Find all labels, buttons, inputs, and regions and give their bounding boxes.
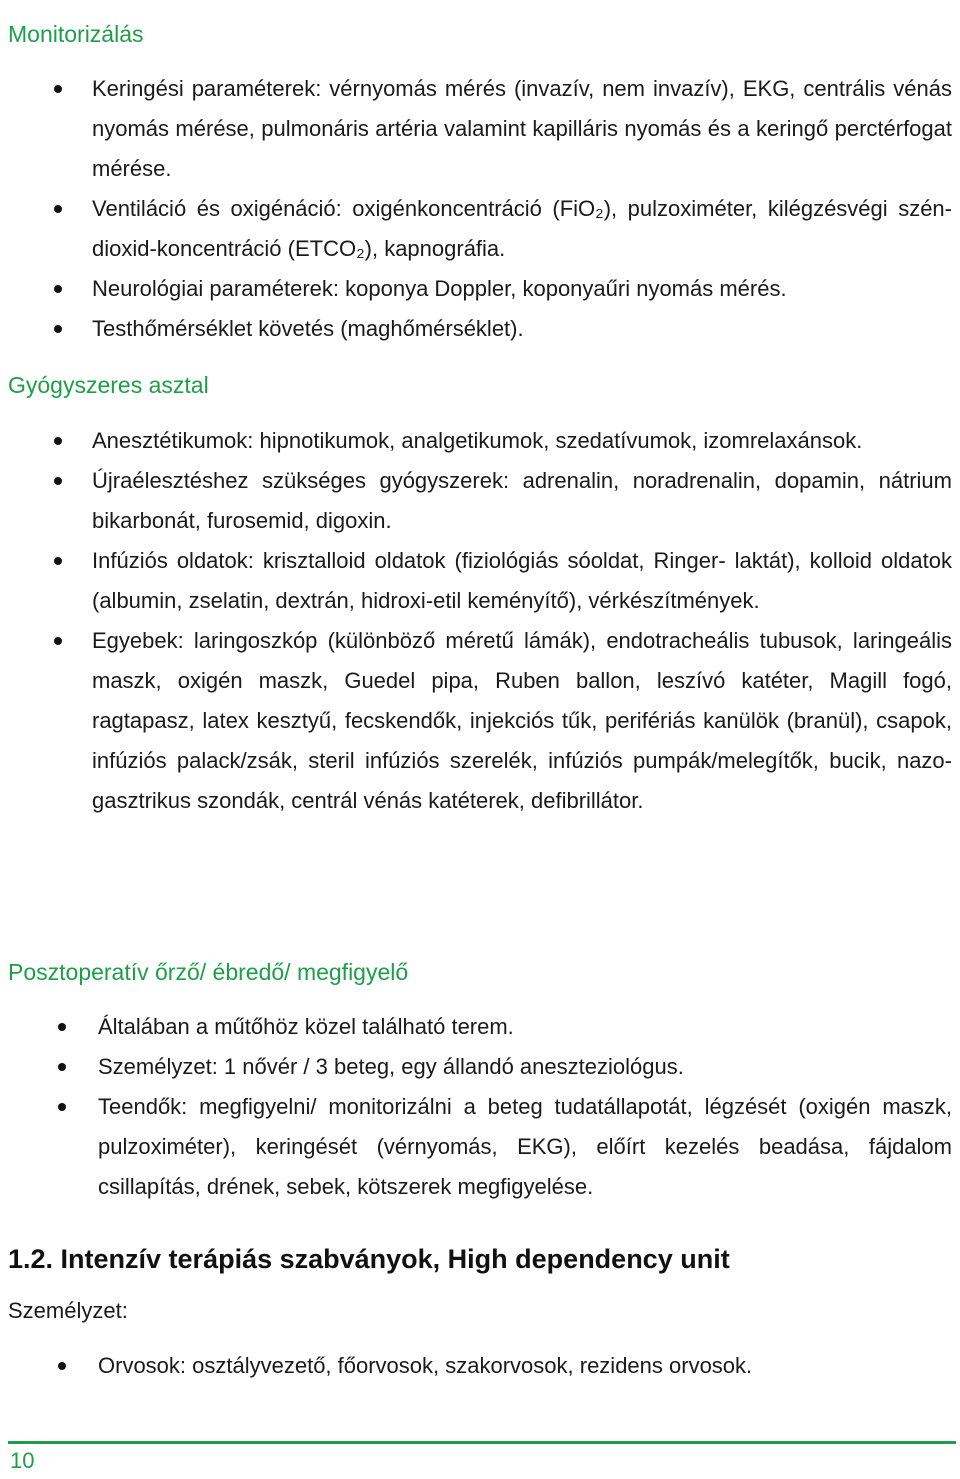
bullet-icon [58, 1362, 66, 1370]
bullet-icon [54, 637, 62, 645]
bullet-icon [58, 1023, 66, 1031]
section-heading-posztoperativ: Posztoperatív őrző/ ébredő/ megfigyelő [8, 959, 409, 985]
bullet-icon [54, 285, 62, 293]
list-item: Anesztétikumok: hipnotikumok, analgetikumok, szedatívumok, izomrelaxánsok. [92, 421, 952, 461]
list-item: Ventiláció és oxigénáció: oxigénkoncentráció (FiO₂), pulzoximéter, kilégzésvégi szén-dioxid-koncentráció (ETCO₂), kapnográfia. [92, 189, 952, 269]
page-number: 10 [10, 1448, 35, 1473]
list-item: Teendők: megfigyelni/ monitorizálni a beteg tudatállapotát, légzését (oxigén maszk, pulzoximéter), keringését (vérnyomás, EKG), előírt kezelés beadása, fájdalom csillapítás, drének, sebek, kötszerek megfigyelése. [98, 1087, 952, 1207]
icu-staff-list [98, 1346, 952, 1386]
list-item: Testhőmérséklet követés (maghőmérséklet). [92, 309, 952, 349]
monitor-list [92, 69, 952, 349]
staff-label: Személyzet: [8, 1298, 128, 1323]
list-item: Egyebek: laringoszkóp (különböző méretű lámák), endotracheális tubusok, laringeális maszk, oxigén maszk, Guedel pipa, Ruben ballon, leszívó katéter, Magill fogó, ragtapasz, latex kesztyű, fecskendők, injekciós tűk, perifériás kanülök (branül), csapok, infúziós palack/zsák, steril infúziós szerelék, infúziós pumpák/melegítők, bucik, nazo-gasztrikus szondák, centrál vénás katéterek, defibrillátor. [92, 621, 952, 821]
bullet-icon [54, 437, 62, 445]
bullet-icon [54, 205, 62, 213]
section-title-intenziv-terapias: 1.2. Intenzív terápiás szabványok, High dependency unit [8, 1244, 730, 1274]
bullet-icon [58, 1103, 66, 1111]
bullet-icon [54, 477, 62, 485]
list-item: Újraélesztéshez szükséges gyógyszerek: adrenalin, noradrenalin, dopamin, nátrium bikarbonát, furosemid, digoxin. [92, 461, 952, 541]
bullet-icon [54, 85, 62, 93]
postop-list [98, 1007, 952, 1207]
list-item: Infúziós oldatok: krisztalloid oldatok (fiziológiás sóoldat, Ringer- laktát), kolloid oldatok (albumin, zselatin, dextrán, hidroxi-etil keményítő), vérkészítmények. [92, 541, 952, 621]
bullet-icon [54, 325, 62, 333]
list-item: Általában a műtőhöz közel található terem. [98, 1007, 952, 1047]
bullet-icon [58, 1063, 66, 1071]
drugs-list [92, 421, 952, 821]
bullet-icon [54, 557, 62, 565]
list-item: Neurológiai paraméterek: koponya Doppler, koponyaűri nyomás mérés. [92, 269, 952, 309]
footer-divider [8, 1441, 956, 1444]
list-item: Orvosok: osztályvezető, főorvosok, szakorvosok, rezidens orvosok. [98, 1346, 952, 1386]
list-item: Keringési paraméterek: vérnyomás mérés (invazív, nem invazív), EKG, centrális vénás nyomás mérése, pulmonáris artéria valamint kapilláris nyomás és a keringő perctérfogat mérése. [92, 69, 952, 189]
section-heading-monitorizalas: Monitorizálás [8, 21, 144, 47]
section-heading-gyogyszeres-asztal: Gyógyszeres asztal [8, 372, 209, 398]
list-item: Személyzet: 1 nővér / 3 beteg, egy állandó aneszteziológus. [98, 1047, 952, 1087]
